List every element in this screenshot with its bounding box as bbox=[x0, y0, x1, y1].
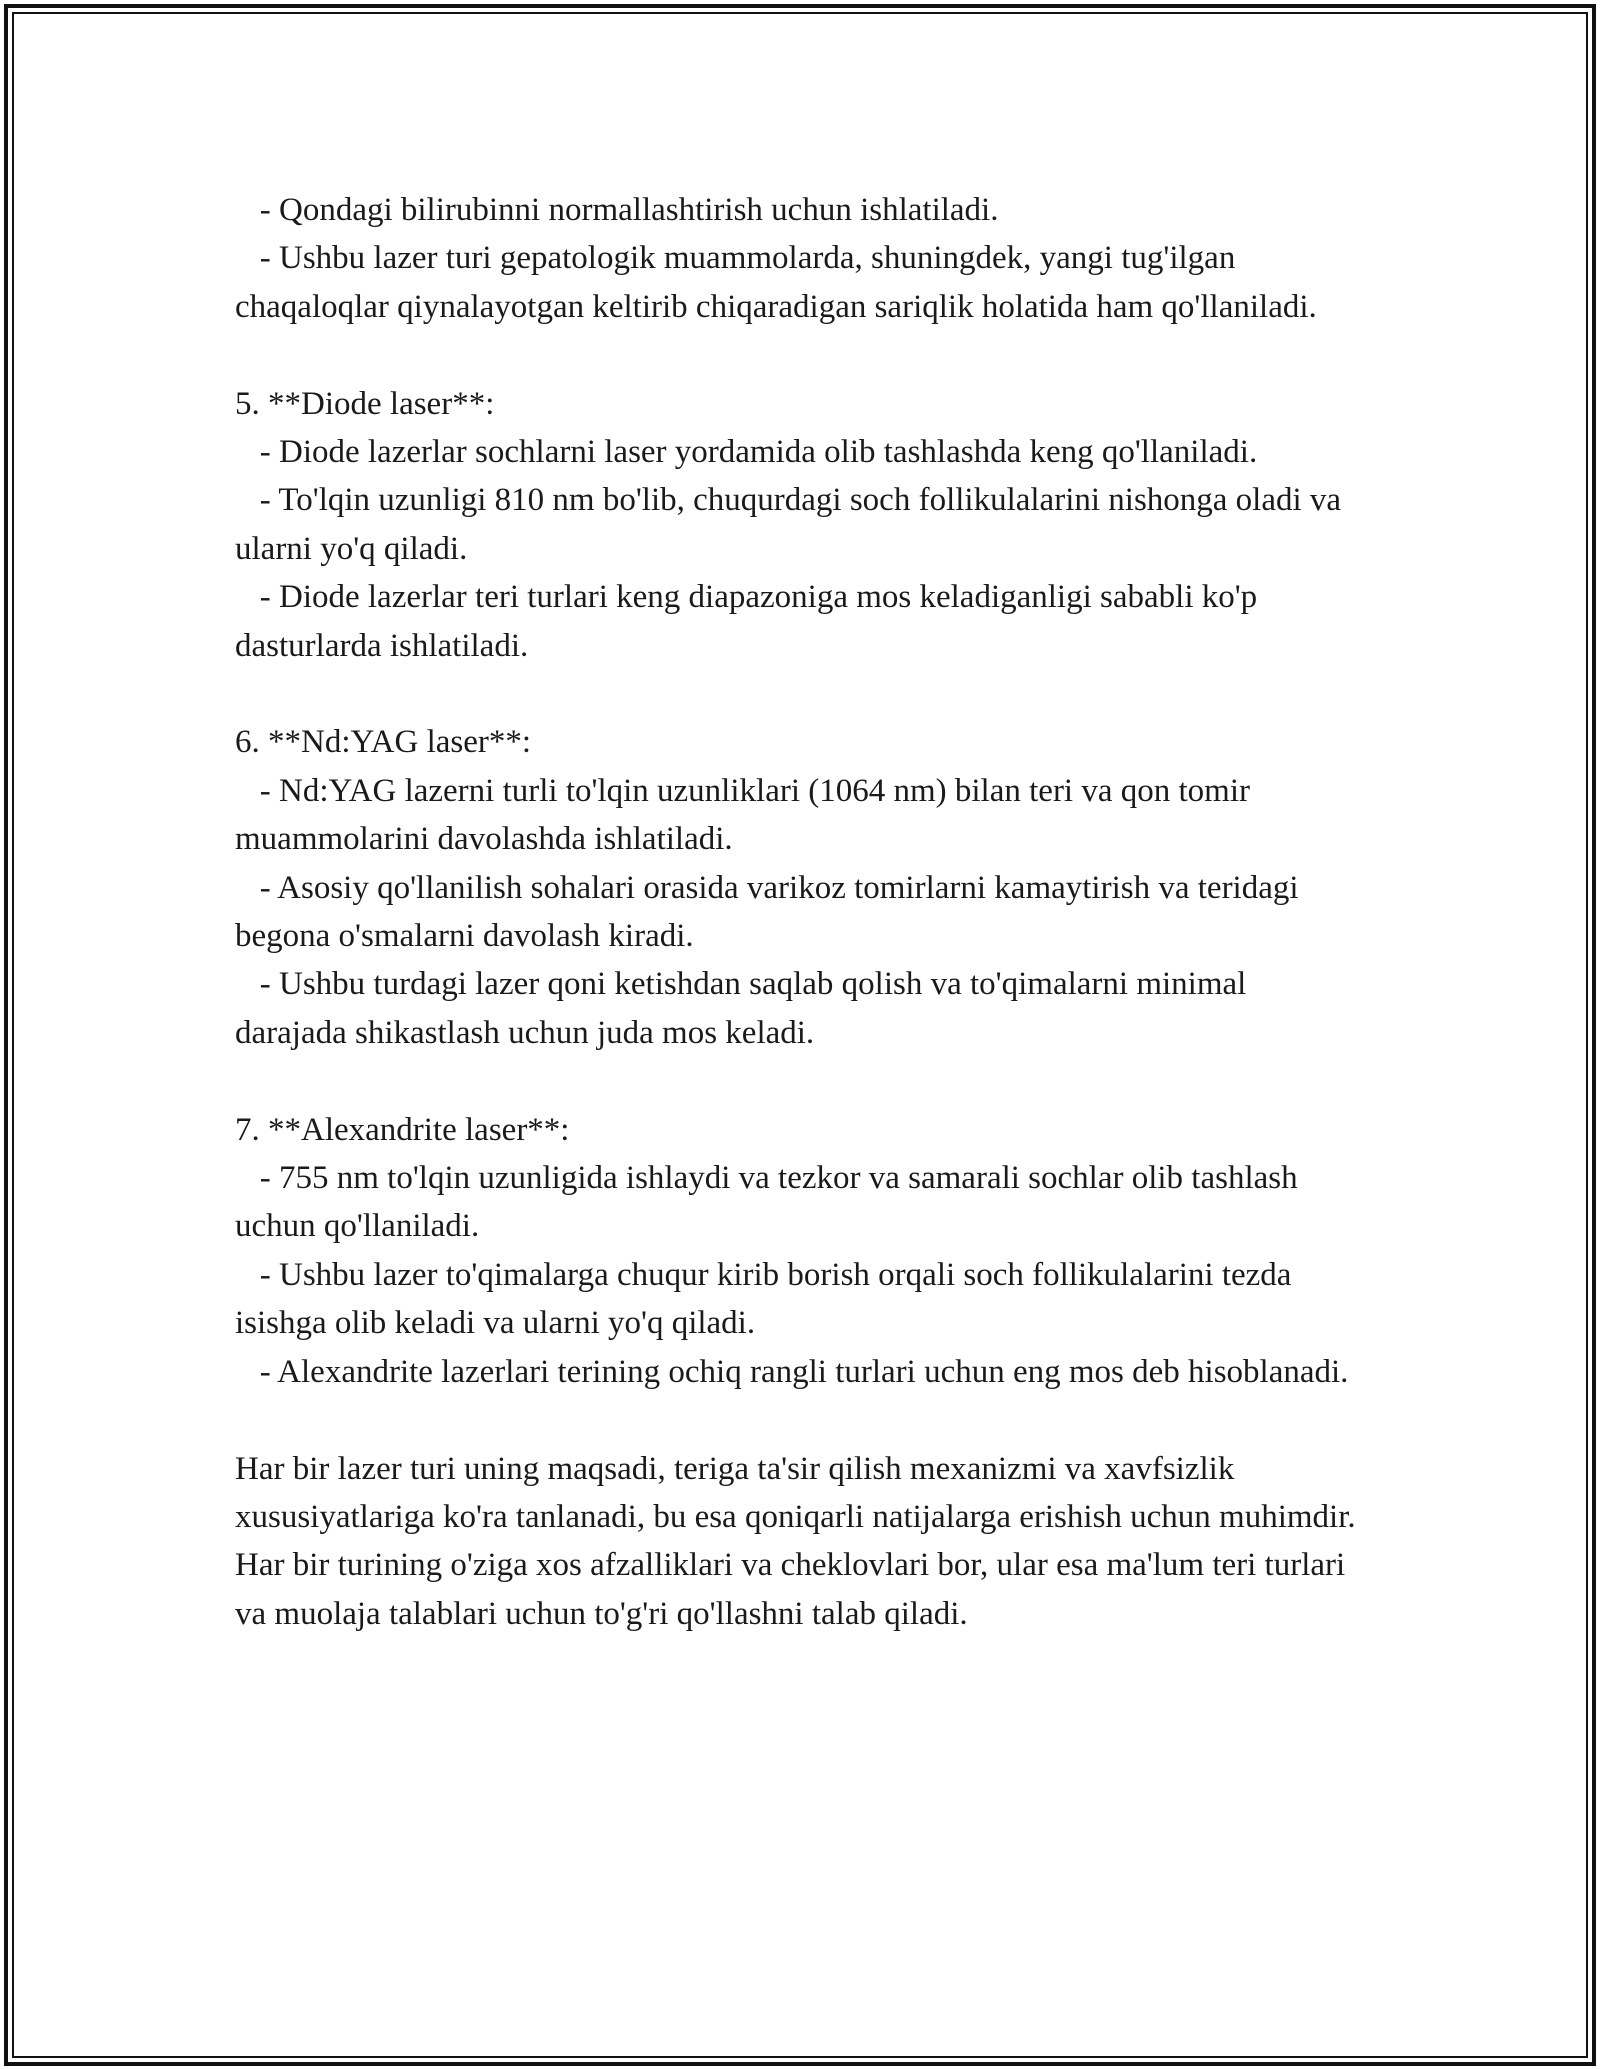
list-item: - Ushbu turdagi lazer qoni ketishdan saqlab qolish va to'qimalarni minimal darajada shikastlash uchun juda mos keladi. bbox=[235, 966, 1255, 1051]
section-heading: 6. **Nd:YAG laser**: bbox=[235, 724, 532, 761]
paragraph-gap bbox=[235, 331, 1365, 379]
list-item: - Diode lazerlar teri turlari keng diapazoniga mos keladiganligi sababli ko'p dasturlarda ishlatiladi. bbox=[235, 579, 1266, 664]
intro-item: - Ushbu lazer turi gepatologik muammolarda, shuningdek, yangi tug'ilgan chaqaloqlar qiynalayotgan keltirib chiqaradigan sariqlik holatida ham qo'llaniladi. bbox=[235, 240, 1317, 325]
list-item: - 755 nm to'lqin uzunligida ishlaydi va tezkor va samarali sochlar olib tashlash uchun qo'llaniladi. bbox=[235, 1160, 1306, 1245]
list-item: - Diode lazerlar sochlarni laser yordamida olib tashlashda keng qo'llaniladi. bbox=[235, 434, 1258, 471]
paragraph-gap bbox=[235, 670, 1365, 718]
list-item: - Ushbu lazer to'qimalarga chuqur kirib borish orqali soch follikulalarini tezda isishga olib keladi va ularni yo'q qiladi. bbox=[235, 1256, 1300, 1342]
list-item: - Nd:YAG lazerni turli to'lqin uzunliklari (1064 nm) bilan teri va qon tomir muammolarini davolashda ishlatiladi. bbox=[235, 772, 1259, 858]
document-body bbox=[235, 186, 1365, 1638]
section-heading: 5. **Diode laser**: bbox=[235, 385, 495, 422]
list-item: - Alexandrite lazerlari terining ochiq rangli turlari uchun eng mos deb hisoblanadi. bbox=[235, 1353, 1349, 1390]
conclusion-paragraph: Har bir lazer turi uning maqsadi, teriga ta'sir qilish mexanizmi va xavfsizlik xususiyatlariga ko'ra tanlanadi, bu esa qoniqarli natijalarga erishish uchun muhimdir. Har bir turining o'ziga xos afzalliklari va cheklovlari bor, ular esa ma'lum teri turlari va muolaja talablari uchun to'g'ri qo'llashni talab qiladi. bbox=[235, 1450, 1364, 1632]
list-item: - To'lqin uzunligi 810 nm bo'lib, chuqurdagi soch follikulalarini nishonga oladi va ularni yo'q qiladi. bbox=[235, 482, 1350, 567]
intro-item: - Qondagi bilirubinni normallashtirish uchun ishlatiladi. bbox=[235, 192, 999, 228]
paragraph-gap bbox=[235, 1057, 1365, 1105]
section-heading: 7. **Alexandrite laser**: bbox=[235, 1111, 570, 1148]
list-item: - Asosiy qo'llanilish sohalari orasida varikoz tomirlarni kamaytirish va teridagi begona o'smalarni davolash kiradi. bbox=[235, 869, 1307, 955]
paragraph-gap bbox=[235, 1396, 1365, 1444]
